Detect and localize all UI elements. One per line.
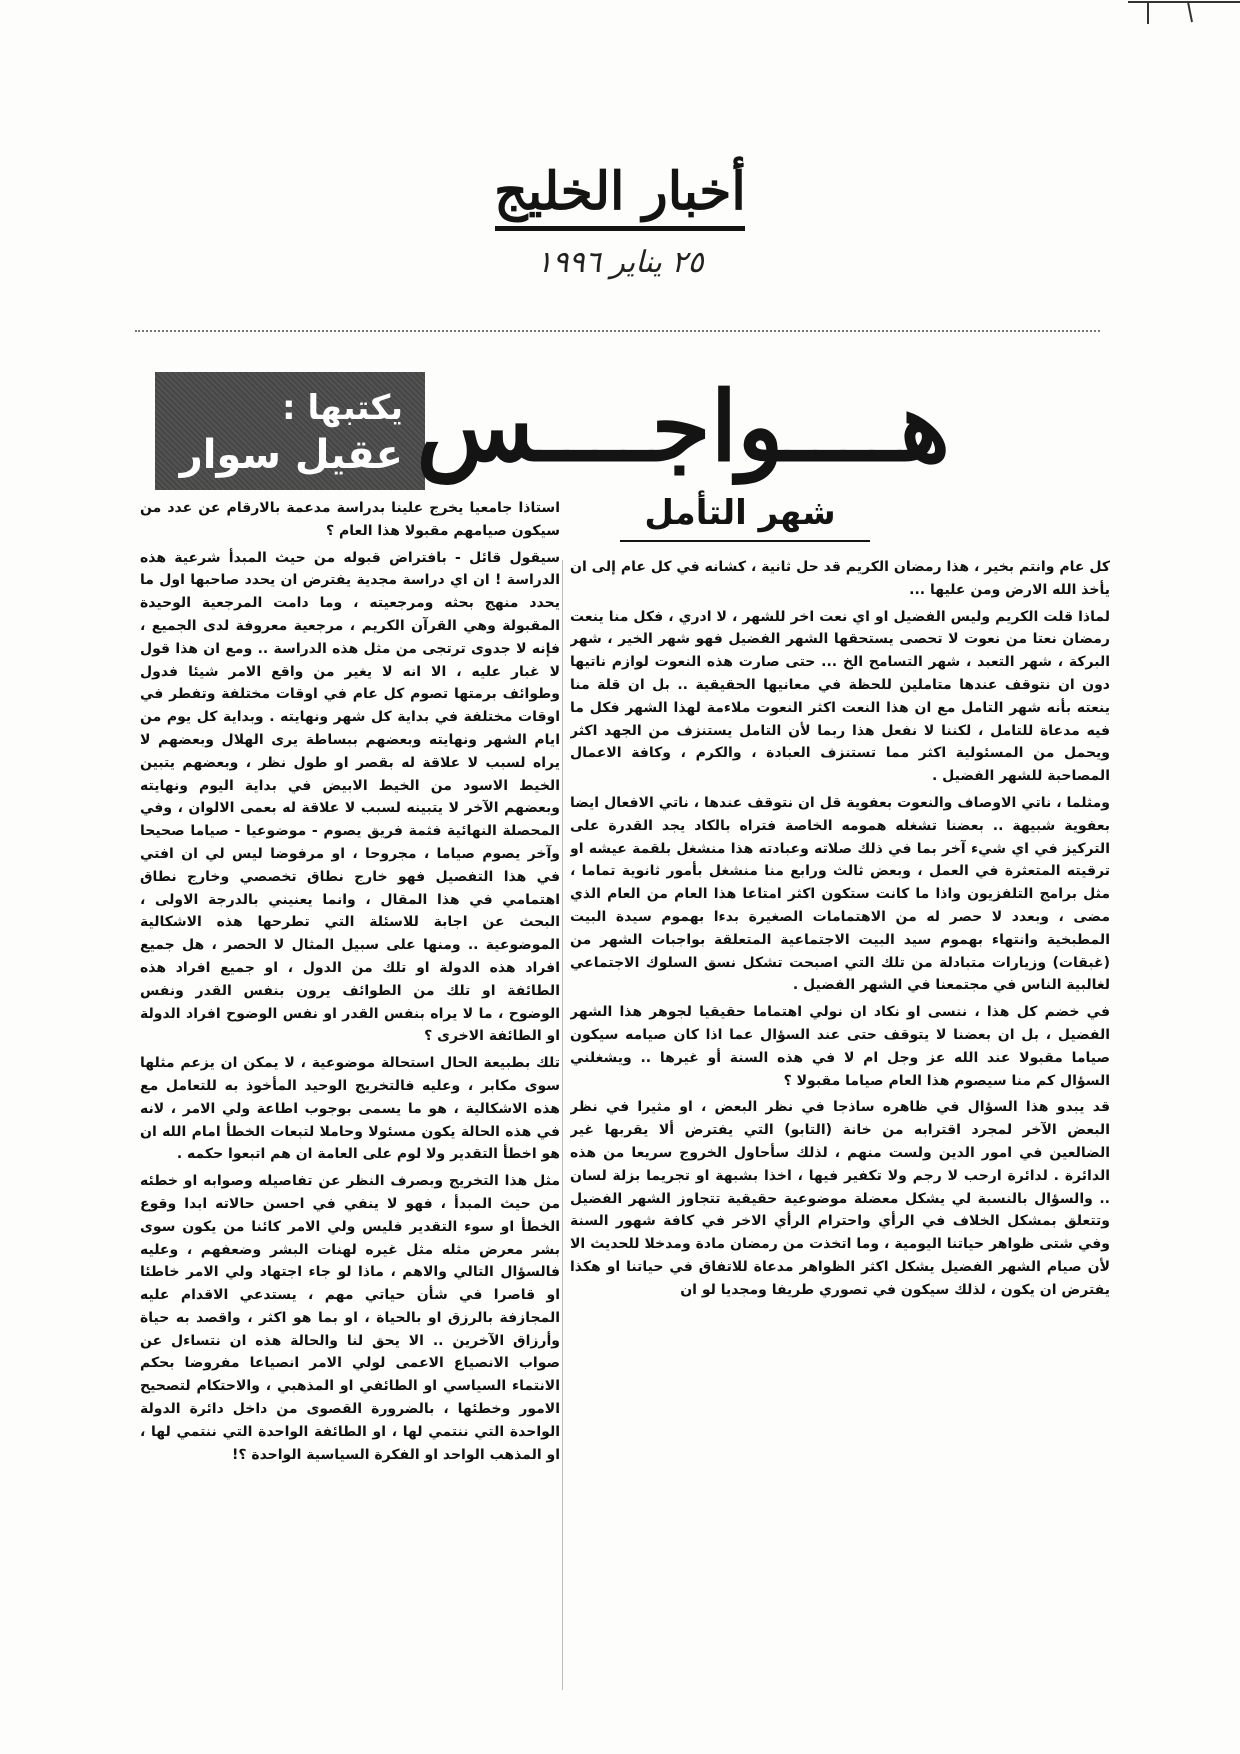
- newspaper-logo: أخبار الخليج: [494, 161, 746, 222]
- paragraph: في خضم كل هذا ، ننسى او نكاد ان نولي اهتماما حقيقيا لجوهر هذا الشهر الفضيل ، بل ان بعضنا لا يتوقف حتى عند السؤال عما اذا كان صيامه سيكون صياما مقبولا عند الله عز وجل ام لا في هذه السنة أو غيرها .. ويشغلني السؤال كم منا سيصوم هذا العام صياما مقبولا ؟: [570, 1004, 1110, 1089]
- handwritten-date: ٢٥ يناير ١٩٩٦: [536, 245, 704, 280]
- paragraph: لماذا قلت الكريم وليس الفضيل او اي نعت اخر للشهر ، لا ادري ، فكل منا ينعت رمضان نعتا من نعوت لا تحصى يستحقها الشهر الفضيل فهو شهر الخير ، شهر البركة ، شهر التعبد ، شهر التسامح الخ ... حتى صارت هذه النعوت لوازم ناتيها دون ان نتوقف عندها متاملين للحظة في معانيها الحقيقية .. بل ان قلة منا ينعته بأنه شهر التامل مع ان هذا النعت اكثر النعوت ملاءمة لهذا الشهر فكل ما فيه مدعاة للتامل ، لكننا لا نفعل هذا ربما لأن التامل يستنزف من الجهد اكثر ويحمل من المسئولية اكثر مما تستنزف العبادة ، والكرم ، وكافة الاعمال المصاحبة للشهر الفضيل .: [570, 608, 1110, 785]
- article-subtitle: شهر التأمل: [644, 493, 836, 533]
- paragraph: كل عام وانتم بخير ، هذا رمضان الكريم قد حل ثانية ، كشانه في كل عام إلى ان يأخذ الله الارض ومن عليها ...: [570, 559, 1110, 598]
- paragraph: ومثلما ، ناتي الاوصاف والنعوت بعفوية قل ان نتوقف عندها ، ناتي الافعال ايضا بعفوية شبيهة .. بعضنا تشغله همومه الخاصة فتراه بالكاد يجد القدرة على التركيز في اي شيء آخر بما في ذلك صلاته وعبادته هذا منشغل بلقمة عيشه او ترقيته المتعثرة في العمل ، وبعض ثالث ورابع منا منشغل بأمور ثانوية تماما ، مثل برامج التلفزيون واذا ما كانت ستكون اكثر امتاعا هذا العام من العام الذي مضى ، وبعدد لا حصر له من الاهتمامات الصغيرة بدءا بهموم سيدة البيت المطبخية وانتهاء بهموم سيد البيت الاجتماعية المتعلقة بواجبات الشهر من (غبقات) وزيارات متبادلة من تلك التي اصبحت تشكل نسق السلوك الاجتماعي لغالبية الناس في مجتمعنا في الشهر الفضيل .: [570, 794, 1110, 994]
- paragraph: تلك بطبيعة الحال استحالة موضوعية ، لا يمكن ان يزعم مثلها سوى مكابر ، وعليه فالتخريج الوحيد المأخوذ به للتعامل مع هذه الاشكالية ، هو ما يسمى بوجوب اطاعة ولي الامر ، لانه في هذه الحالة يكون مسئولا وحاملا لتبعات الخطأ امام الله ان هو اخطأ التقدير ولا لوم على العامة ان هم اتبعوا حكمه .: [140, 1055, 560, 1163]
- newspaper-masthead: [420, 160, 820, 310]
- paragraph: قد يبدو هذا السؤال في ظاهره ساذجا في نظر البعض ، او مثيرا في نظر البعض الآخر لمجرد اقترابه من خانة (التابو) التي يفترض ألا يقربها غير الضالعين في امور الدين ولست منهم ، لذلك سأحاول الخروج سريعا من هذه الدائرة . لدائرة ارحب لا رجم ولا تكفير فيها ، اخذا بشبهة او تجريما بزلة لسان .. والسؤال بالنسبة لي يشكل معضلة موضوعية حقيقية تتجاوز الشهر الفضيل وتتعلق بمشكل الخلاف في الرأي واحترام الرأي الاخر في كافة شهور السنة وفي شتى ظواهر حياتنا اليومية ، وما اتخذت من رمضان مادة ومدخلا للحديث الا لأن صيام الشهر الفضيل يشكل اكثر الظواهر مدعاة للاتفاق في حياتنا او هكذا يفترض ان يكون ، لذلك سيكون في تصوري طريفا ومجديا لو ان: [570, 1099, 1110, 1298]
- byline-box: [155, 372, 425, 490]
- paragraph: مثل هذا التخريج وبصرف النظر عن تفاصيله وصوابه او خطئه من حيث المبدأ ، فهو لا ينفي في احسن حالاته ابدا وقوع الخطأ او سوء التقدير فليس ولي الامر كائنا من يكون سوى بشر معرض مثله مثل غيره لهنات البشر وضعفهم ، وعليه فالسؤال التالي والاهم ، ماذا لو جاء اجتهاد ولي الامر خاطئا او قاصرا في شأن حياتي مهم ، يستدعي الاقدام عليه المجازفة بالرزق او بالحياة ، او بما هو اكثر ، واقصد به حياة وأرزاق الآخرين .. الا يحق لنا والحالة هذه ان نتساءل عن صواب الانصياع الاعمى لولي الامر انصياعا مفروضا بحكم الانتماء السياسي او الطائفي او المذهبي ، والاحتكام لتصحيح الامور وخطئها ، بالضرورة القصوى من داخل دائرة الدولة الواحدة التي ننتمي لها ، او الطائفة الواحدة التي ننتمي لها ، او المذهب الواحد او الفكرة السياسية الواحدة ؟!: [140, 1173, 560, 1463]
- paragraph: استاذا جامعيا يخرج علينا بدراسة مدعمة بالارقام عن عدد من سيكون صيامهم مقبولا هذا العام ؟: [140, 500, 560, 539]
- paragraph: سيقول قائل - بافتراض قبوله من حيث المبدأ شرعية هذه الدراسة ! ان اي دراسة مجدية يفترض ان يحدد صاحبها اول ما يحدد منهج بحثه ومرجعيته ، وما دامت المرجعية الوحيدة المقبولة وهي القرآن الكريم ، مرجعية معروفة لدى الجميع ، فإنه لا جدوى ترتجى من مثل هذه الدراسة .. ومع ان هذا قول لا غبار عليه ، الا انه لا يغير من واقع الامر شيئا فدول وطوائف برمتها تصوم كل عام في اوقات مختلفة وتفطر في اوقات مختلفة في بداية كل شهر ونهايته . وبداية كل يوم من ايام الشهر ونهايته وبعضهم ببساطة يرى الهلال وبعضهم لا يراه لسبب لا علاقة له بقصر او طول نظر ، وبعضهم يتبين الخيط الاسود من الخيط الابيض في بداية اليوم ونهايته وبعضهم الآخر لا يتبينه لسبب لا علاقة له بعمى الالوان ، وفي المحصلة النهائية فثمة فريق يصوم - موضوعيا - صياما صحيحا وآخر يصوم صياما ، مجروحا ، او مرفوضا ليس لي ان افتي في هذا التفصيل فهو خارج نطاق تخصصي وخارج نطاق اهتمامي في هذا المقال ، وانما يعنيني بالدرجة الاولى ، البحث عن اجابة للاسئلة التي تطرحها هذه الاشكالية الموضوعية .. ومنها على سبيل المثال لا الحصر ، هل جميع افراد هذه الدولة او تلك من الدول ، او جميع افراد هذه الطائفة او تلك من الطوائف يرون بنفس القدر ونفس الوضوح ، ما لا يراه بنفس القدر او نفس الوضوح افراد الدولة او الطائفة الاخرى ؟: [140, 549, 560, 1045]
- scan-corner-mark: [1128, 0, 1240, 30]
- column-title: هــــواجــــس: [416, 370, 950, 483]
- subtitle-underline: [620, 540, 870, 542]
- article-column-right: [570, 556, 1110, 1746]
- header-divider: [135, 330, 1100, 332]
- author-name: عقيل سوار: [179, 432, 403, 478]
- byline-label: يكتبها :: [282, 388, 403, 428]
- article-column-left: [140, 497, 560, 1687]
- column-divider: [562, 560, 563, 1690]
- logo-underline: [495, 226, 745, 231]
